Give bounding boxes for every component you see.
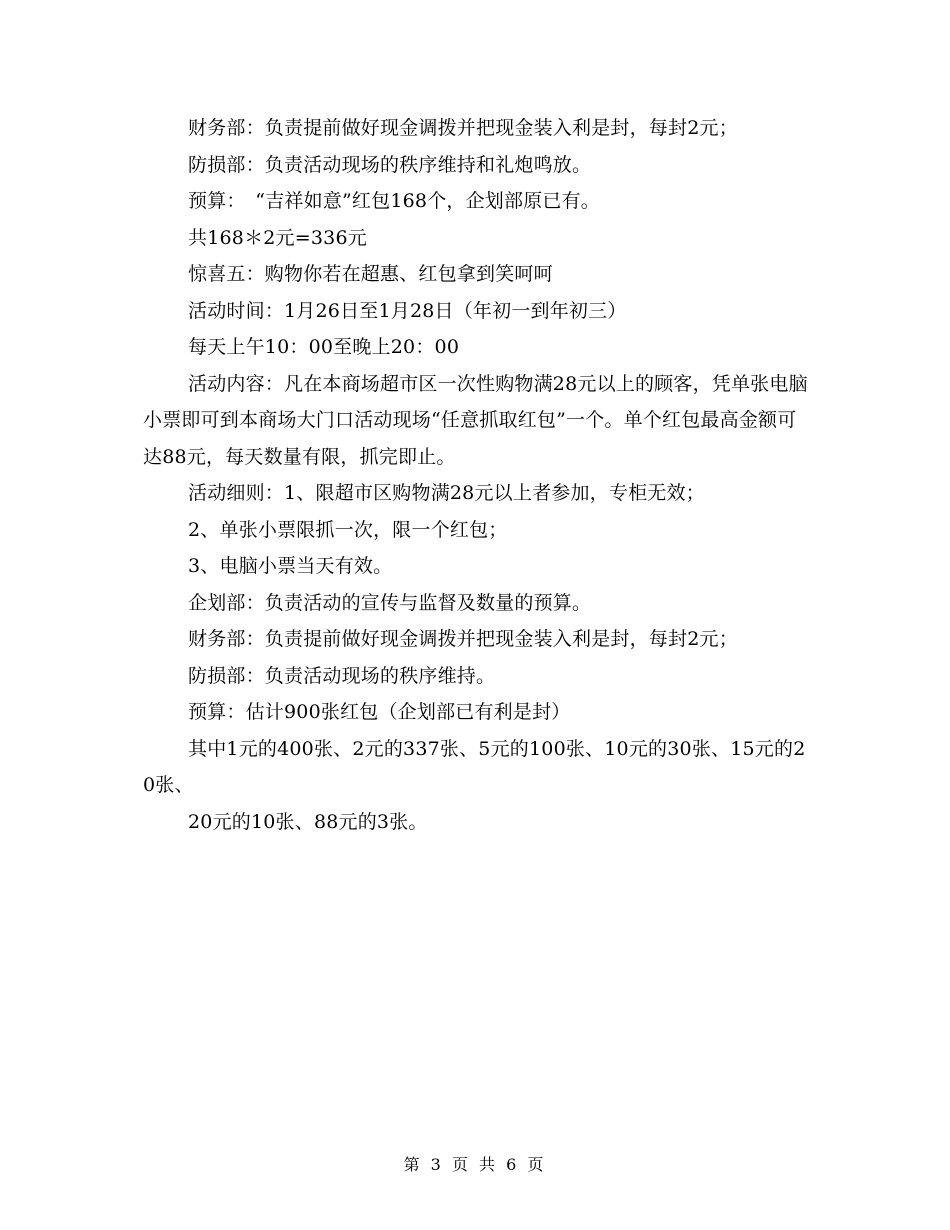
paragraph-activity-rules: 活动细则：1、限超市区购物满28元以上者参加，专柜无效； [188, 482, 705, 504]
paragraph-loss-prevention: 防损部：负责活动现场的秩序维持和礼炮鸣放。 [188, 153, 592, 176]
paragraph-budget: 预算： “吉祥如意”红包168个，企划部原已有。 [188, 190, 600, 212]
paragraph-budget-total: 共168＊2元=336元 [188, 226, 367, 249]
paragraph-surprise-five: 惊喜五：购物你若在超惠、红包拿到笑呵呵 [188, 263, 553, 285]
paragraph-planning-dept: 企划部：负责活动的宣传与监督及数量的预算。 [188, 591, 592, 614]
page-number-footer: 第 3 页 共 6 页 [403, 1155, 547, 1174]
paragraph-budget-2: 预算：估计900张红包（企划部已有利是封） [188, 701, 571, 723]
paragraph-rule-three: 3、电脑小票当天有效。 [188, 555, 393, 577]
paragraph-breakdown-cont: 20元的10张、88元的3张。 [188, 810, 428, 833]
paragraph-breakdown: 其中1元的400张、2元的337张、5元的100张、10元的30张、15元的20张、 [143, 737, 806, 796]
paragraph-finance-2: 财务部：负责提前做好现金调拨并把现金装入利是封，每封2元； [188, 628, 738, 650]
paragraph-rule-two: 2、单张小票限抓一次，限一个红包； [188, 518, 508, 541]
paragraph-activity-time: 活动时间：1月26日至1月28日（年初一到年初三） [188, 299, 627, 322]
paragraph-daily-hours: 每天上午10：00至晚上20：00 [188, 336, 460, 358]
paragraph-activity-content: 活动内容：凡在本商场超市区一次性购物满28元以上的顾客，凭单张电脑小票即可到本商场大门口活动现场“任意抓取红包”一个。单个红包最高金额可达88元，每天数量有限，抓完即止。 [143, 372, 808, 468]
paragraph-finance: 财务部：负责提前做好现金调拨并把现金装入利是封，每封2元； [188, 117, 738, 139]
paragraph-loss-prevention-2: 防损部：负责活动现场的秩序维持。 [188, 664, 496, 687]
document-body [143, 110, 813, 840]
